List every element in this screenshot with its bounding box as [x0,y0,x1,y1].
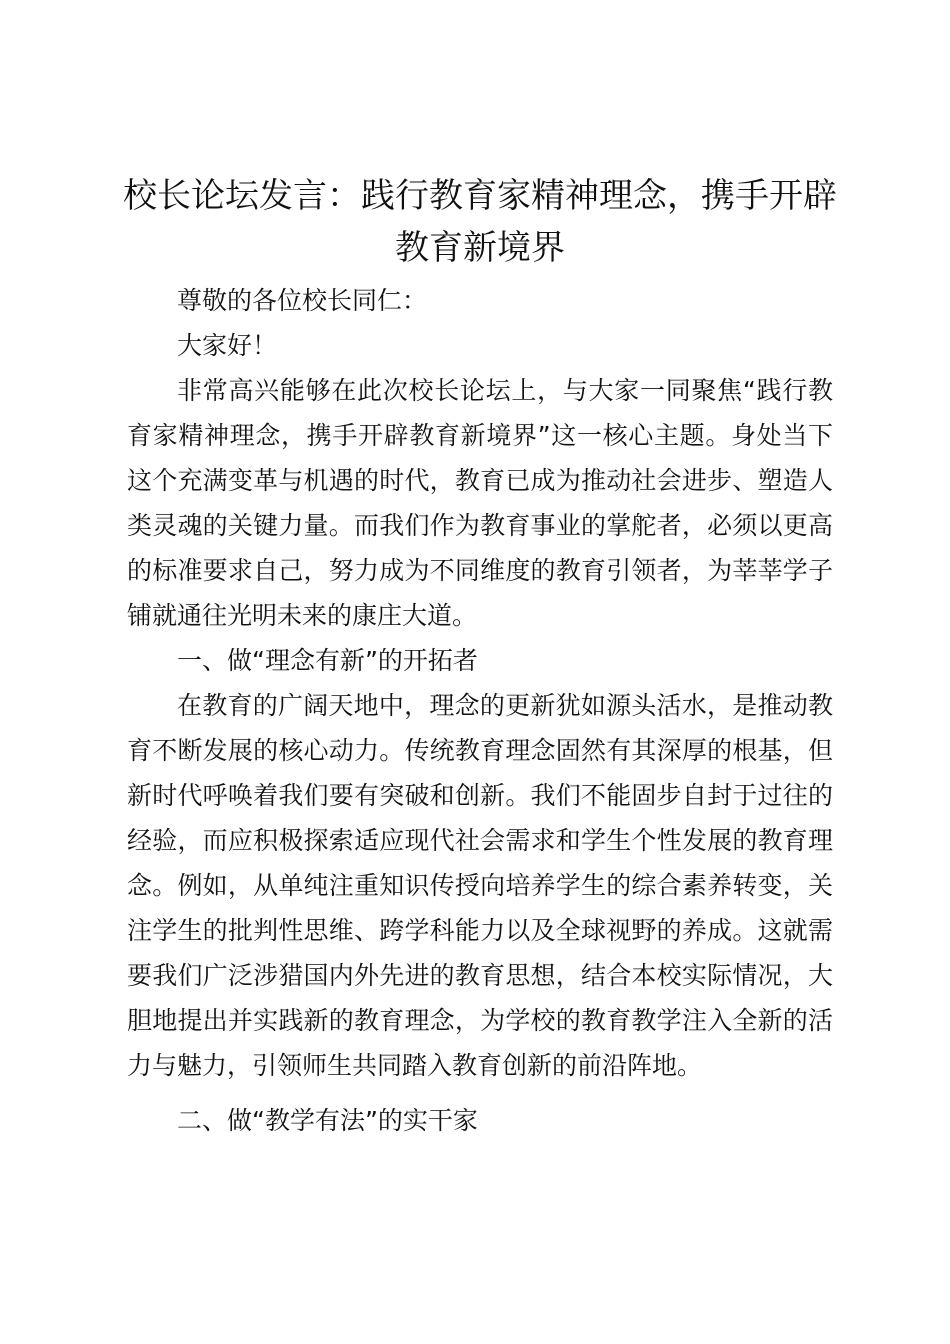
document-body [127,278,833,1143]
salutation: 尊敬的各位校长同仁： [177,286,428,315]
section-heading-2: 二、做“教学有法”的实干家 [177,1106,478,1135]
section-1-paragraph: 在教育的广阔天地中，理念的更新犹如源头活水，是推动教育不断发展的核心动力。传统教育理念固然有其深厚的根基，但新时代呼唤着我们要有突破和创新。我们不能固步自封于过往的经验，而应积极探索适应现代社会需求和学生个性发展的教育理念。例如，从单纯注重知识传授向培养学生的综合素养转变，关注学生的批判性思维、跨学科能力以及全球视野的养成。这就需要我们广泛涉猎国内外先进的教育思想，结合本校实际情况，大胆地提出并实践新的教育理念，为学校的教育教学注入全新的活力与魅力，引领师生共同踏入教育创新的前沿阵地。 [127,691,833,1080]
section-heading-1: 一、做“理念有新”的开拓者 [177,646,478,675]
intro-paragraph: 非常高兴能够在此次校长论坛上，与大家一同聚焦“践行教育家精神理念，携手开辟教育新境界”这一核心主题。身处当下这个充满变革与机遇的时代，教育已成为推动社会进步、塑造人类灵魂的关键力量。而我们作为教育事业的掌舵者，必须以更高的标准要求自己，努力成为不同维度的教育引领者，为莘莘学子铺就通往光明未来的康庄大道。 [127,376,833,630]
document-title: 校长论坛发言：践行教育家精神理念，携手开辟教育新境界 [123,176,837,268]
greeting: 大家好！ [177,331,278,360]
